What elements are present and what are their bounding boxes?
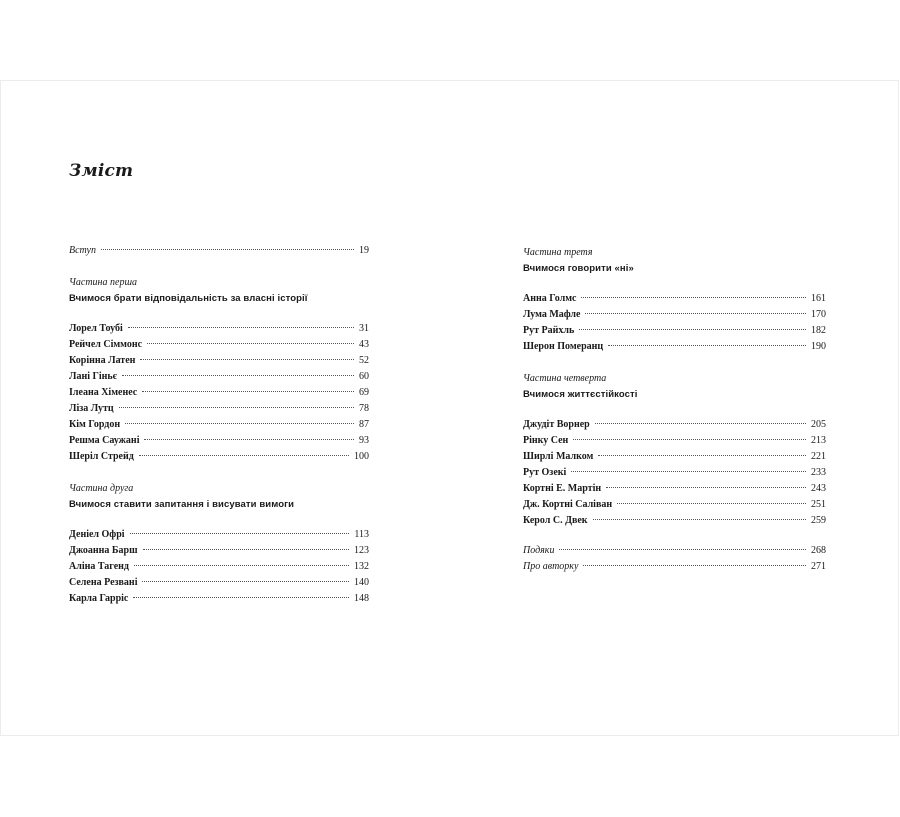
toc-entry-name: Лані Гіньє: [69, 371, 118, 382]
dot-leader: [559, 549, 806, 550]
part-title: Вчимося ставити запитання і висувати вимоги: [69, 499, 295, 510]
toc-entry-page: 182: [811, 325, 826, 336]
toc-entry: [523, 419, 826, 435]
toc-entry-page: 243: [811, 483, 826, 494]
toc-entry-name: Ілеана Хіменес: [69, 387, 138, 398]
toc-entry-name: Керол С. Двек: [523, 515, 588, 526]
toc-entry-name: Лорел Тоубі: [69, 323, 123, 334]
toc-entry-name: Деніел Офрі: [69, 529, 125, 540]
toc-entry-page: 259: [811, 515, 826, 526]
toc-entry-page: 31: [359, 323, 369, 334]
dot-leader: [598, 455, 806, 456]
toc-entry-name: Подяки: [523, 545, 555, 556]
toc-entry-page: 213: [811, 435, 826, 446]
toc-entry-name: Про авторку: [523, 561, 579, 572]
dot-leader: [581, 297, 806, 298]
dot-leader: [139, 455, 349, 456]
toc-entry-list: [523, 545, 826, 577]
toc-entry: [69, 545, 369, 561]
toc-entry-name: Анна Голмс: [523, 293, 577, 304]
toc-entry: [69, 561, 369, 577]
toc-entry-page: 60: [359, 371, 369, 382]
toc-entry: [69, 403, 369, 419]
toc-entry: [69, 435, 369, 451]
toc-entry-name: Рут Райхль: [523, 325, 575, 336]
toc-entry: [523, 515, 826, 531]
part-title: Вчимося брати відповідальність за власні історії: [69, 293, 308, 304]
toc-entry-name: Кім Гордон: [69, 419, 121, 430]
dot-leader: [573, 439, 806, 440]
dot-leader: [142, 391, 354, 392]
toc-entry: [69, 387, 369, 403]
toc-entry: [523, 483, 826, 499]
toc-entry-list: [69, 529, 369, 609]
part-label: Частина перша: [69, 277, 137, 288]
dot-leader: [142, 581, 349, 582]
toc-entry-intro: [69, 245, 369, 261]
toc-entry-page: 113: [354, 529, 369, 540]
toc-entry: [523, 545, 826, 561]
toc-entry-page: 233: [811, 467, 826, 478]
toc-entry-list: [69, 323, 369, 467]
toc-entry: [523, 561, 826, 577]
toc-entry-name: Джоанна Барш: [69, 545, 138, 556]
toc-entry-page: 43: [359, 339, 369, 350]
toc-entry-name: Дж. Кортні Саліван: [523, 499, 613, 510]
dot-leader: [101, 249, 354, 250]
part-label: Частина четверта: [523, 373, 607, 384]
toc-entry-page: 205: [811, 419, 826, 430]
dot-leader: [122, 375, 354, 376]
dot-leader: [617, 503, 806, 504]
toc-entry: [69, 419, 369, 435]
toc-entry: [523, 325, 826, 341]
dot-leader: [125, 423, 354, 424]
toc-entry: [69, 577, 369, 593]
toc-entry: [69, 355, 369, 371]
dot-leader: [119, 407, 354, 408]
toc-entry-name: Рінку Сен: [523, 435, 569, 446]
dot-leader: [143, 549, 349, 550]
toc-entry-page: 19: [359, 245, 369, 256]
toc-entry-page: 161: [811, 293, 826, 304]
toc-entry-name: Аліна Тагенд: [69, 561, 129, 572]
toc-entry-name: Селена Резвані: [69, 577, 138, 588]
toc-entry-name: Решма Саужані: [69, 435, 140, 446]
toc-entry-name: Лума Мафле: [523, 309, 581, 320]
dot-leader: [134, 565, 349, 566]
toc-entry-name: Шерон Померанц: [523, 341, 604, 352]
part-title: Вчимося говорити «ні»: [523, 263, 634, 274]
toc-entry: [69, 593, 369, 609]
toc-entry-page: 190: [811, 341, 826, 352]
toc-entry-page: 140: [354, 577, 369, 588]
toc-entry: [523, 499, 826, 515]
dot-leader: [130, 533, 350, 534]
toc-entry-page: 87: [359, 419, 369, 430]
toc-entry: [69, 451, 369, 467]
part-label: Частина третя: [523, 247, 593, 258]
dot-leader: [133, 597, 349, 598]
page-title: Зміст: [69, 161, 134, 181]
dot-leader: [579, 329, 806, 330]
toc-entry-list: [523, 293, 826, 357]
toc-entry: [69, 371, 369, 387]
toc-entry-page: 78: [359, 403, 369, 414]
toc-entry-name: Ширлі Малком: [523, 451, 594, 462]
toc-entry-page: 69: [359, 387, 369, 398]
dot-leader: [140, 359, 354, 360]
toc-entry-name: Карла Гарріс: [69, 593, 129, 604]
toc-entry-name: Ліза Лутц: [69, 403, 114, 414]
toc-entry-page: 148: [354, 593, 369, 604]
toc-entry: [523, 293, 826, 309]
toc-entry-name: Шеріл Стрейд: [69, 451, 134, 462]
toc-entry-page: 251: [811, 499, 826, 510]
part-label: Частина друга: [69, 483, 134, 494]
toc-entry: [523, 341, 826, 357]
toc-entry: [69, 323, 369, 339]
toc-entry: [69, 529, 369, 545]
dot-leader: [583, 565, 806, 566]
toc-entry-name: Рейчел Сіммонс: [69, 339, 143, 350]
dot-leader: [585, 313, 806, 314]
dot-leader: [595, 423, 806, 424]
toc-entry: [523, 309, 826, 325]
dot-leader: [608, 345, 806, 346]
toc-entry-name: Кортні Е. Мартін: [523, 483, 602, 494]
toc-entry: [523, 467, 826, 483]
toc-entry-page: 100: [354, 451, 369, 462]
toc-left-column: [69, 245, 369, 609]
toc-entry-list: [523, 419, 826, 531]
toc-entry-page: 123: [354, 545, 369, 556]
toc-entry-name: Корінна Латен: [69, 355, 136, 366]
toc-entry-page: 132: [354, 561, 369, 572]
toc-entry-name: Рут Озекі: [523, 467, 567, 478]
dot-leader: [571, 471, 806, 472]
dot-leader: [128, 327, 354, 328]
toc-entry-page: 93: [359, 435, 369, 446]
toc-entry: [523, 451, 826, 467]
toc-entry-page: 170: [811, 309, 826, 320]
toc-right-column: [523, 245, 826, 577]
toc-entry-page: 52: [359, 355, 369, 366]
dot-leader: [144, 439, 354, 440]
toc-entry-name: Вступ: [69, 245, 96, 256]
toc-entry-page: 271: [811, 561, 826, 572]
toc-entry-page: 268: [811, 545, 826, 556]
toc-entry-name: Джудіт Ворнер: [523, 419, 590, 430]
toc-entry: [523, 435, 826, 451]
toc-entry-page: 221: [811, 451, 826, 462]
dot-leader: [606, 487, 806, 488]
dot-leader: [147, 343, 354, 344]
toc-entry: [69, 339, 369, 355]
dot-leader: [593, 519, 806, 520]
part-title: Вчимося життєстійкості: [523, 389, 638, 400]
